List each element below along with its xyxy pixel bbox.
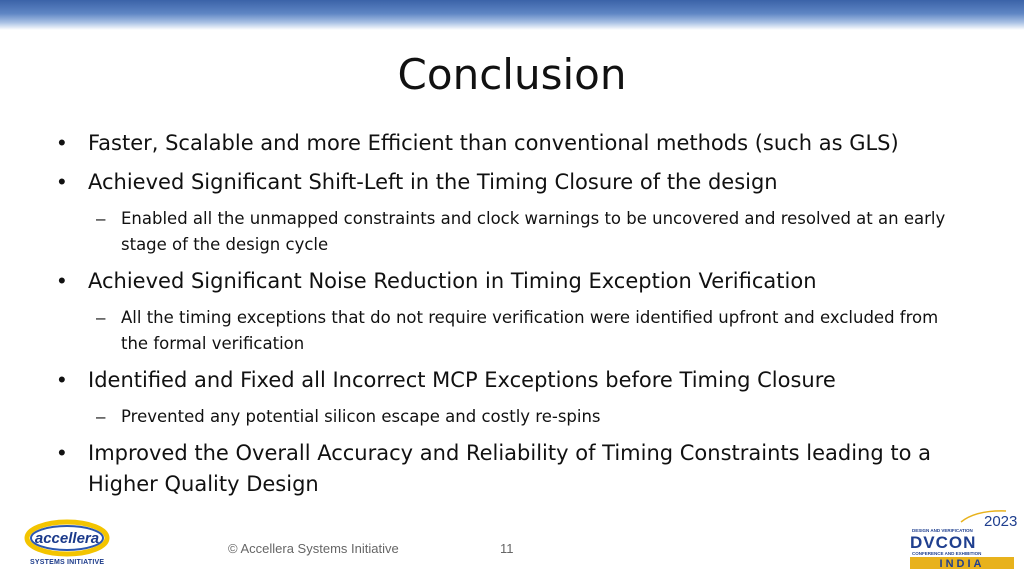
- svg-text:CONFERENCE AND EXHIBITION: CONFERENCE AND EXHIBITION: [912, 551, 982, 556]
- bullet-text: Improved the Overall Accuracy and Reliability of Timing Constraints leading to a Higher Quality Design: [88, 441, 931, 496]
- svg-text:DVCON: DVCON: [910, 533, 977, 552]
- bullet-item: [58, 167, 958, 198]
- sub-bullet-marker: –: [96, 209, 106, 228]
- bullet-item: [58, 438, 958, 500]
- sub-bullet-text: All the timing exceptions that do not require verification were identified upfront and excluded from the formal verification: [121, 308, 939, 353]
- accellera-tagline: SYSTEMS INITIATIVE: [30, 559, 105, 566]
- footer-copyright: © Accellera Systems Initiative: [228, 541, 399, 556]
- bullet-text: Identified and Fixed all Incorrect MCP Exceptions before Timing Closure: [88, 368, 836, 392]
- header-gradient-bar: [0, 0, 1024, 30]
- dvcon-india-logo: [906, 508, 1020, 570]
- sub-bullet-text: Prevented any potential silicon escape and costly re-spins: [121, 407, 601, 426]
- sub-bullet-item: [96, 305, 958, 357]
- sub-bullet-marker: –: [96, 308, 106, 327]
- bullet-list: [58, 128, 958, 508]
- svg-text:INDIA: INDIA: [939, 558, 985, 570]
- bullet-marker: •: [58, 367, 66, 392]
- bullet-marker: •: [58, 268, 66, 293]
- bullet-marker: •: [58, 169, 66, 194]
- bullet-marker: •: [58, 440, 66, 465]
- svg-text:accellera: accellera: [34, 530, 100, 547]
- bullet-text: Achieved Significant Shift-Left in the Timing Closure of the design: [88, 170, 778, 194]
- bullet-item: [58, 365, 958, 396]
- bullet-item: [58, 266, 958, 297]
- sub-bullet-item: [96, 206, 958, 258]
- bullet-text: Achieved Significant Noise Reduction in Timing Exception Verification: [88, 269, 817, 293]
- sub-bullet-item: [96, 404, 958, 430]
- bullet-item: [58, 128, 958, 159]
- sub-bullet-marker: –: [96, 407, 106, 426]
- page-number: 11: [500, 541, 514, 556]
- slide-title: Conclusion: [397, 50, 627, 99]
- sub-bullet-text: Enabled all the unmapped constraints and clock warnings to be uncovered and resolved at an early stage of the design cycle: [121, 209, 946, 254]
- svg-text:2023: 2023: [984, 513, 1018, 530]
- bullet-marker: •: [58, 130, 66, 155]
- bullet-text: Faster, Scalable and more Efficient than conventional methods (such as GLS): [88, 131, 899, 155]
- svg-text:DESIGN AND VERIFICATION: DESIGN AND VERIFICATION: [912, 528, 973, 533]
